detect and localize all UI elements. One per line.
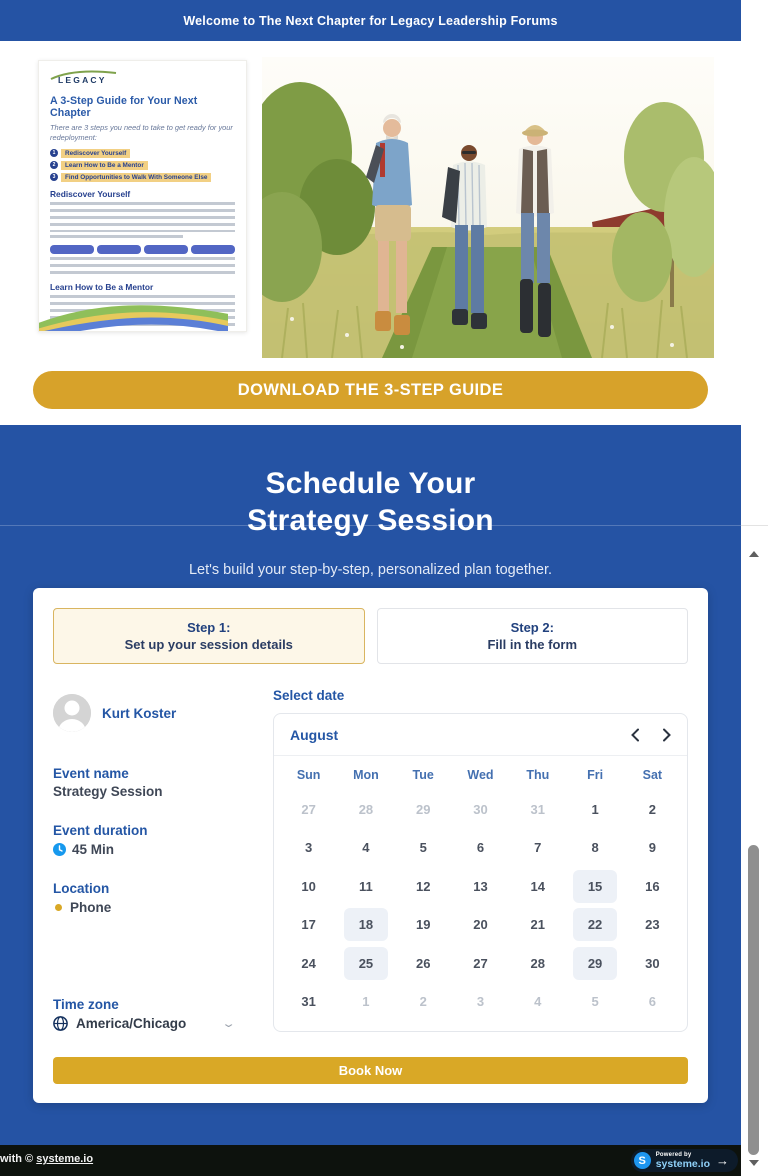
section-divider — [0, 525, 741, 526]
session-details-column — [53, 688, 273, 1039]
phone-location-dot-icon — [55, 904, 62, 911]
booking-body — [53, 688, 688, 1039]
calendar-day: 28 — [358, 801, 374, 817]
timezone-label: Time zone — [53, 997, 119, 1012]
avatar — [53, 694, 91, 732]
powered-by-text: Powered by — [655, 1151, 692, 1158]
scrollbar-thumb[interactable] — [748, 845, 759, 1155]
calendar-day[interactable]: 21 — [530, 917, 546, 933]
event-duration-value: 45 Min — [72, 842, 115, 857]
guide-preview-document — [38, 60, 247, 332]
calendar-day[interactable]: 13 — [473, 878, 488, 894]
calendar-weekday: Mon — [353, 768, 379, 782]
next-month-icon[interactable] — [662, 728, 671, 742]
calendar-day[interactable]: 16 — [645, 878, 660, 894]
calendar — [273, 713, 688, 1032]
calendar-day[interactable]: 1 — [591, 801, 599, 817]
footer — [0, 1145, 768, 1176]
calendar-day[interactable]: 14 — [530, 878, 546, 894]
guide-button-row — [50, 245, 235, 254]
schedule-subtitle: Let's build your step-by-step, personalized plan together. — [188, 562, 553, 578]
calendar-day: 2 — [419, 994, 427, 1010]
location-field — [53, 881, 255, 915]
calendar-day[interactable]: 5 — [419, 840, 427, 856]
welcome-banner — [0, 0, 741, 41]
calendar-day[interactable]: 6 — [476, 840, 485, 856]
powered-by-brand: systeme.io — [655, 1157, 710, 1170]
calendar-day: 29 — [415, 801, 431, 817]
calendar-month-label: August — [290, 727, 339, 743]
clock-icon — [53, 843, 66, 856]
chevron-down-icon: ⌄ — [221, 1018, 237, 1030]
calendar-day[interactable]: 18 — [337, 906, 394, 945]
event-duration-field — [53, 823, 255, 857]
guide-step-label: Learn How to Be a Mentor — [61, 161, 148, 170]
calendar-day[interactable]: 11 — [359, 878, 373, 894]
calendar-day[interactable]: 7 — [534, 840, 542, 856]
guide-step-label: Find Opportunities to Walk With Someone Else — [61, 173, 211, 182]
step-number-badge: 1 — [50, 149, 58, 157]
host-row — [53, 694, 255, 732]
location-value: Phone — [70, 900, 112, 915]
calendar-day: 5 — [591, 994, 599, 1010]
globe-icon — [53, 1016, 68, 1031]
guide-pill-button — [191, 245, 235, 254]
calendar-day[interactable]: 23 — [645, 917, 660, 933]
guide-pill-button — [97, 245, 141, 254]
footer-credit — [0, 1153, 93, 1165]
calendar-day: 3 — [476, 994, 485, 1010]
calendar-weekdays — [274, 756, 687, 786]
timezone-field — [53, 997, 255, 1031]
step-1-title: Step 1: — [187, 620, 231, 635]
calendar-day: 6 — [648, 994, 656, 1010]
calendar-day: 31 — [530, 801, 546, 817]
calendar-day[interactable]: 22 — [566, 906, 623, 945]
calendar-day[interactable]: 19 — [415, 917, 431, 933]
systeme-logo-icon: S — [634, 1152, 651, 1169]
calendar-day[interactable]: 30 — [645, 955, 660, 971]
calendar-day[interactable]: 12 — [415, 878, 431, 894]
svg-text:LEGACY: LEGACY — [58, 75, 107, 85]
event-name-label: Event name — [53, 766, 129, 781]
book-now-button[interactable]: Book Now — [53, 1057, 688, 1084]
calendar-header — [274, 714, 687, 756]
scroll-down-arrow-icon[interactable] — [749, 1160, 759, 1166]
hero-photo-three-men-walking — [262, 57, 714, 358]
guide-intro: There are 3 steps you need to take to get ready for your redeployment: — [50, 123, 233, 143]
steps-row — [53, 608, 688, 664]
step-number-badge: 3 — [50, 173, 58, 181]
calendar-day[interactable]: 27 — [473, 955, 488, 971]
powered-by-badge[interactable] — [631, 1149, 738, 1172]
legacy-logo-icon — [50, 70, 124, 85]
calendar-weekday: Sun — [296, 768, 321, 782]
footer-credit-prefix: with © — [0, 1153, 37, 1165]
systeme-io-link[interactable]: systeme.io — [36, 1153, 94, 1165]
guide-step — [50, 161, 235, 170]
calendar-day[interactable]: 3 — [305, 840, 313, 856]
location-label: Location — [53, 881, 110, 896]
download-guide-button[interactable]: DOWNLOAD THE 3-STEP GUIDE — [33, 371, 708, 409]
calendar-day[interactable]: 28 — [530, 955, 546, 971]
arrow-right-icon: → — [716, 1153, 729, 1168]
calendar-day[interactable]: 4 — [362, 840, 370, 856]
calendar-weekday: Wed — [467, 768, 494, 782]
calendar-weekday: Fri — [587, 768, 604, 782]
calendar-day: 4 — [534, 994, 542, 1010]
event-name-value: Strategy Session — [53, 784, 163, 799]
step-number-badge: 2 — [50, 161, 58, 169]
calendar-day[interactable]: 2 — [648, 801, 656, 817]
guide-section2-title: Learn How to Be a Mentor — [50, 281, 154, 292]
step-2-tab[interactable] — [377, 608, 689, 664]
guide-section1-title: Rediscover Yourself — [50, 188, 131, 199]
calendar-day[interactable]: 29 — [566, 944, 623, 983]
schedule-title-line1: Schedule Your — [265, 467, 476, 500]
schedule-section — [0, 425, 741, 1145]
step-1-subtitle: Set up your session details — [124, 637, 293, 652]
welcome-banner-text: Welcome to The Next Chapter for Legacy Leadership Forums — [183, 13, 558, 28]
guide-pill-button — [50, 245, 94, 254]
blurred-paragraph — [50, 257, 235, 275]
calendar-weekday: Sat — [642, 768, 663, 782]
scroll-up-arrow-icon[interactable] — [749, 551, 759, 557]
calendar-day[interactable]: 8 — [591, 840, 599, 856]
guide-steps-list — [50, 149, 235, 182]
timezone-selector[interactable] — [53, 1016, 255, 1031]
event-name-field — [53, 766, 255, 799]
calendar-day[interactable]: 26 — [415, 955, 431, 971]
prev-month-icon[interactable] — [631, 728, 640, 742]
gutter-divider — [741, 525, 768, 526]
step-2-title: Step 2: — [510, 620, 554, 635]
calendar-grid — [274, 786, 687, 1031]
guide-step-label: Rediscover Yourself — [61, 149, 130, 158]
person-icon — [53, 694, 91, 732]
step-2-subtitle: Fill in the form — [487, 637, 578, 652]
calendar-day[interactable]: 25 — [337, 944, 394, 983]
calendar-weekday: Thu — [526, 768, 550, 782]
calendar-weekday: Tue — [412, 768, 434, 782]
calendar-day[interactable]: 17 — [301, 917, 316, 933]
calendar-column — [273, 688, 688, 1039]
select-date-label: Select date — [273, 688, 345, 703]
guide-pill-button — [144, 245, 188, 254]
calendar-day[interactable]: 20 — [473, 917, 488, 933]
blurred-line — [50, 235, 183, 239]
calendar-day[interactable]: 24 — [301, 955, 316, 971]
calendar-day[interactable]: 31 — [301, 994, 316, 1010]
calendar-day[interactable]: 15 — [566, 867, 623, 906]
swoosh-graphic-icon — [39, 295, 228, 331]
calendar-day[interactable]: 10 — [301, 878, 316, 894]
step-1-tab[interactable] — [53, 608, 365, 664]
guide-step — [50, 149, 235, 158]
timezone-value: America/Chicago — [76, 1016, 187, 1031]
calendar-day: 27 — [301, 801, 316, 817]
schedule-title-line2: Strategy Session — [247, 504, 494, 537]
calendar-day[interactable]: 9 — [648, 840, 656, 856]
guide-title: A 3-Step Guide for Your Next Chapter — [50, 95, 198, 119]
hero-section — [0, 41, 741, 425]
host-name: Kurt Koster — [102, 705, 177, 721]
scrollbar-gutter — [741, 0, 768, 1176]
blurred-paragraph — [50, 202, 235, 232]
calendar-day: 30 — [473, 801, 488, 817]
calendar-day: 1 — [362, 994, 370, 1010]
guide-step — [50, 173, 235, 182]
schedule-title — [0, 425, 741, 539]
event-duration-label: Event duration — [53, 823, 148, 838]
booking-card — [33, 588, 708, 1103]
